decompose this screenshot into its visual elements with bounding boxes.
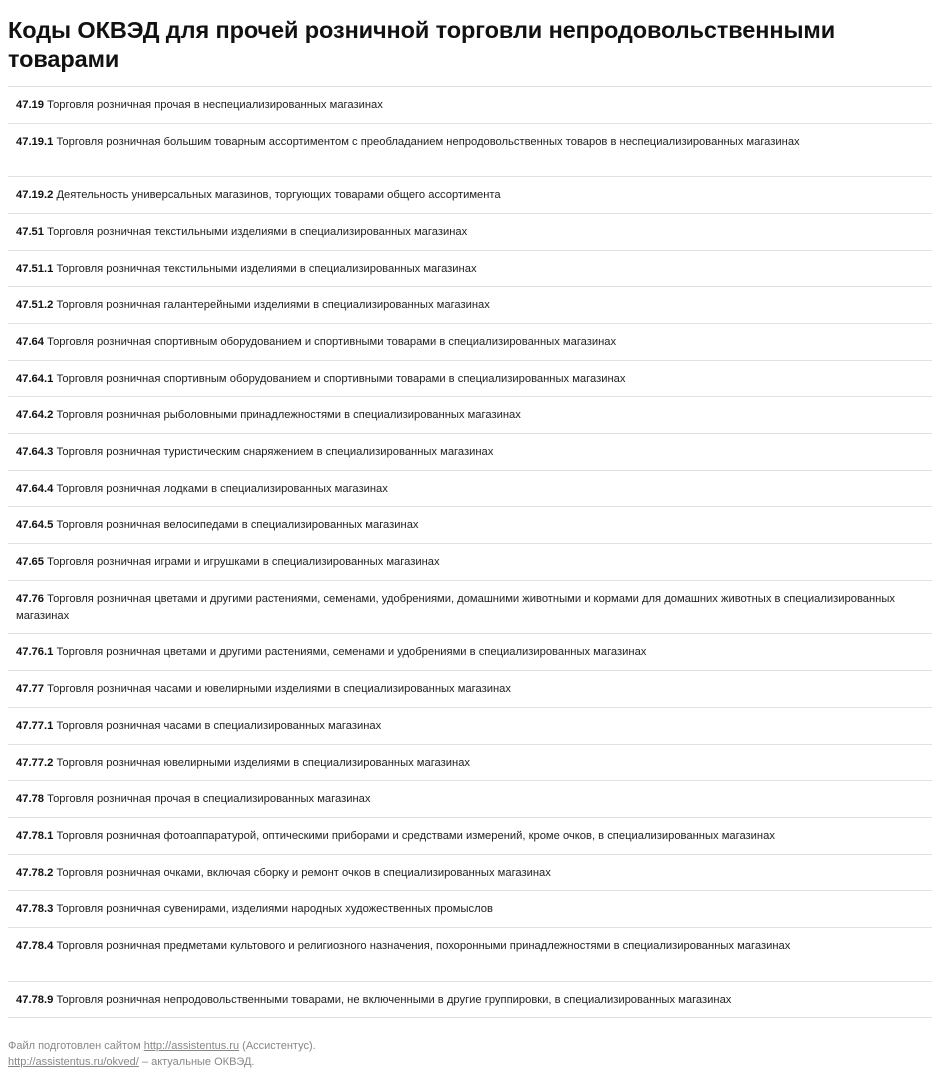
footer-line-2 [8, 1054, 932, 1070]
okved-code: 47.19.1 [16, 135, 54, 148]
list-item [8, 324, 932, 361]
list-item [8, 982, 932, 1019]
list-item [8, 124, 932, 178]
okved-code: 47.76.1 [16, 646, 54, 659]
okved-code: 47.76 [16, 592, 44, 605]
okved-description: Торговля розничная цветами и другими растениями, семенами, удобрениями, домашними животными и кормами для домашних животных в специализированных магазинах [16, 592, 895, 622]
list-item [8, 87, 932, 124]
okved-description: Торговля розничная большим товарным ассортиментом с преобладанием непродовольственных товаров в неспециализированных магазинах [56, 135, 800, 148]
okved-code: 47.78.2 [16, 866, 54, 879]
okved-code: 47.77.2 [16, 756, 54, 769]
okved-description: Торговля розничная лодками в специализированных магазинах [56, 482, 388, 495]
list-item [8, 745, 932, 782]
okved-code: 47.64.2 [16, 409, 54, 422]
list-item [8, 781, 932, 818]
list-item [8, 177, 932, 214]
footer-note: – актуальные ОКВЭД. [138, 1056, 255, 1069]
okved-description: Торговля розничная спортивным оборудованием и спортивными товарами в специализированных магазинах [47, 336, 617, 349]
footer-line-1 [8, 1038, 932, 1054]
okved-code: 47.64.4 [16, 482, 54, 495]
list-item [8, 581, 932, 635]
okved-description: Торговля розничная спортивным оборудованием и спортивными товарами в специализированных магазинах [56, 372, 626, 385]
list-item [8, 434, 932, 471]
list-item [8, 708, 932, 745]
okved-code: 47.19.2 [16, 189, 54, 202]
list-item [8, 634, 932, 671]
okved-code: 47.51.2 [16, 299, 54, 312]
okved-code: 47.19 [16, 99, 44, 111]
footer [8, 1038, 932, 1070]
list-item [8, 471, 932, 508]
okved-code: 47.64.3 [16, 446, 54, 459]
okved-description: Торговля розничная сувенирами, изделиями народных художественных промыслов [56, 903, 493, 916]
okved-description: Торговля розничная фотоаппаратурой, оптическими приборами и средствами измерений, кроме очков, в специализированных магазинах [56, 829, 775, 842]
okved-code: 47.64 [16, 336, 44, 349]
okved-code: 47.64.1 [16, 372, 54, 385]
okved-description: Торговля розничная рыболовными принадлежностями в специализированных магазинах [56, 409, 521, 422]
okved-description: Торговля розничная велосипедами в специализированных магазинах [56, 519, 419, 532]
okved-description: Торговля розничная галантерейными изделиями в специализированных магазинах [56, 299, 490, 312]
okved-code: 47.64.5 [16, 519, 54, 532]
site-link[interactable]: http://assistentus.ru [143, 1040, 240, 1053]
okved-link[interactable]: http://assistentus.ru/okved/ [8, 1056, 139, 1069]
list-item [8, 671, 932, 708]
list-item [8, 287, 932, 324]
list-item [8, 544, 932, 581]
okved-code: 47.78.9 [16, 993, 54, 1006]
okved-code: 47.65 [16, 556, 44, 569]
list-item [8, 214, 932, 251]
okved-description: Торговля розничная текстильными изделиями в специализированных магазинах [56, 262, 477, 275]
okved-code: 47.78.1 [16, 829, 54, 842]
okved-code: 47.77 [16, 683, 44, 696]
okved-description: Торговля розничная текстильными изделиями в специализированных магазинах [47, 225, 468, 238]
okved-list [8, 86, 932, 1018]
okved-code: 47.77.1 [16, 719, 54, 732]
footer-prefix: Файл подготовлен сайтом [8, 1040, 144, 1053]
list-item [8, 891, 932, 928]
okved-description: Торговля розничная непродовольственными товарами, не включенными в другие группировки, в специализированных магазинах [56, 993, 732, 1006]
list-item [8, 507, 932, 544]
okved-description: Торговля розничная очками, включая сборку и ремонт очков в специализированных магазинах [56, 866, 551, 879]
okved-description: Торговля розничная прочая в неспециализированных магазинах [47, 99, 383, 111]
okved-description: Торговля розничная прочая в специализированных магазинах [47, 793, 371, 806]
okved-description: Торговля розничная цветами и другими растениями, семенами и удобрениями в специализированных магазинах [56, 646, 647, 659]
list-item [8, 818, 932, 855]
okved-description: Торговля розничная часами и ювелирными изделиями в специализированных магазинах [47, 683, 511, 696]
list-item [8, 397, 932, 434]
okved-code: 47.51.1 [16, 262, 54, 275]
okved-description: Торговля розничная туристическим снаряжением в специализированных магазинах [56, 446, 494, 459]
page-title: Коды ОКВЭД для прочей розничной торговли непродовольственными товарами [8, 17, 836, 72]
list-item [8, 251, 932, 288]
okved-code: 47.78 [16, 793, 44, 806]
okved-description: Торговля розничная часами в специализированных магазинах [56, 719, 382, 732]
okved-description: Торговля розничная предметами культового и религиозного назначения, похоронными принадлежностями в специализированных магазинах [56, 939, 791, 952]
footer-suffix: (Ассистентус). [239, 1040, 316, 1053]
okved-code: 47.51 [16, 225, 44, 238]
okved-description: Деятельность универсальных магазинов, торгующих товарами общего ассортимента [56, 189, 501, 202]
list-item [8, 855, 932, 892]
okved-code: 47.78.3 [16, 903, 54, 916]
list-item [8, 928, 932, 982]
okved-code: 47.78.4 [16, 939, 54, 952]
okved-description: Торговля розничная играми и игрушками в специализированных магазинах [47, 556, 440, 569]
okved-description: Торговля розничная ювелирными изделиями в специализированных магазинах [56, 756, 471, 769]
list-item [8, 361, 932, 398]
